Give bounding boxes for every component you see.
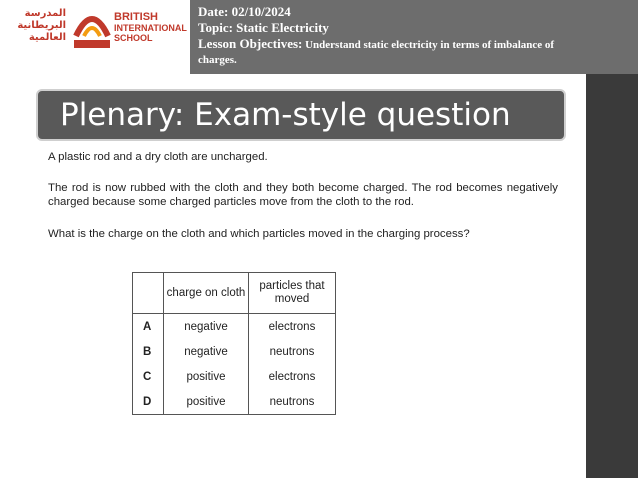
option-letter: D: [133, 389, 164, 415]
table-row: [133, 339, 336, 364]
table-cell: positive: [164, 389, 249, 415]
option-letter: A: [133, 314, 164, 340]
lesson-objectives: [198, 36, 578, 68]
school-crest-icon: [72, 6, 112, 50]
table-cell: neutrons: [249, 389, 336, 415]
option-letter: B: [133, 339, 164, 364]
table-header-cell: particles that moved: [249, 273, 336, 314]
logo-english-text: BRITISH INTERNATIONAL SCHOOL: [114, 11, 187, 43]
plenary-banner: [36, 89, 566, 141]
table-row: [133, 364, 336, 389]
table-cell: negative: [164, 314, 249, 340]
table-cell: neutrons: [249, 339, 336, 364]
question-body: The rod is now rubbed with the cloth and they both become charged. The rod becomes negatively charged because some charged particles move from the cloth to the rod.: [48, 182, 558, 208]
table-cell: positive: [164, 364, 249, 389]
table-header-row: [133, 273, 336, 314]
lesson-date: Date: 02/10/2024: [198, 4, 291, 19]
table-row: [133, 314, 336, 340]
objectives-text: Understand static electricity in terms of imbalance of charges.: [198, 39, 555, 66]
table-row: [133, 389, 336, 415]
plenary-title: Plenary: Exam-style question: [60, 97, 511, 133]
table-cell: negative: [164, 339, 249, 364]
objectives-label: Lesson Objectives:: [198, 36, 303, 51]
table-cell: electrons: [249, 364, 336, 389]
option-letter: C: [133, 364, 164, 389]
table-cell: electrons: [249, 314, 336, 340]
right-side-bar: [586, 0, 638, 478]
right-bar-top: [586, 0, 638, 74]
lesson-header: [190, 0, 586, 74]
answer-options-table: [132, 272, 336, 415]
question-intro: A plastic rod and a dry cloth are uncharged.: [48, 151, 268, 163]
table-header-cell: charge on cloth: [164, 273, 249, 314]
lesson-topic: Topic: Static Electricity: [198, 20, 329, 35]
logo-arabic-text: المدرسة البريطانية العالمية: [17, 8, 66, 43]
table-header-cell: [133, 273, 164, 314]
school-logo: [0, 0, 190, 74]
question-ask: What is the charge on the cloth and which particles moved in the charging process?: [48, 228, 470, 240]
